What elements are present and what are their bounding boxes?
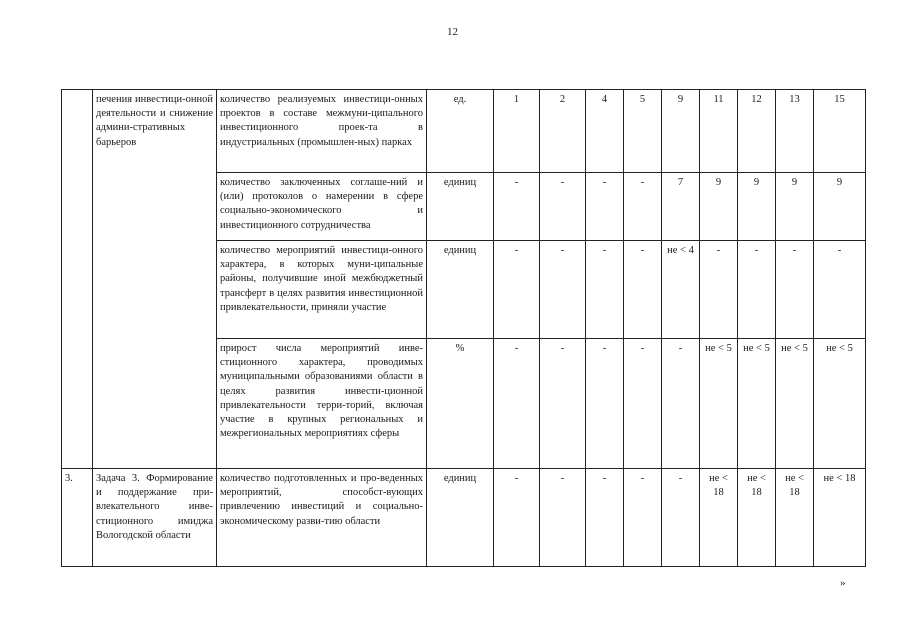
value-cell: не < 5: [700, 339, 738, 469]
indicator-cell: прирост числа мероприятий инве-стиционного характера, проводимых муниципальными образованиями области в целях развития инвести-ционной привлекательности терри-торий, включая участие в крупных региональных и межрегиональных мероприятиях сферы: [217, 339, 427, 469]
task-cell: Задача 3. Формирование и поддержание при-влекательного инве-стиционного имиджа Вологодской области: [93, 469, 217, 567]
value-cell: -: [624, 469, 662, 567]
value-cell: -: [662, 469, 700, 567]
indicator-cell: количество мероприятий инвестици-онного характера, в которых муни-ципальные районы, получившие иной межбюджетный трансферт в целях развития инвестиционной привлекательности, приняли участие: [217, 241, 427, 339]
value-cell: -: [814, 241, 866, 339]
unit-cell: %: [427, 339, 494, 469]
value-cell: не < 18: [700, 469, 738, 567]
value-cell: 7: [662, 173, 700, 241]
value-cell: 11: [700, 90, 738, 173]
value-cell: -: [624, 241, 662, 339]
value-cell: 9: [700, 173, 738, 241]
value-cell: 4: [586, 90, 624, 173]
value-cell: -: [540, 469, 586, 567]
value-cell: -: [738, 241, 776, 339]
indicator-cell: количество реализуемых инвестици-онных проектов в составе межмуни-ципального инвестиционного проек-та в индустриальных (промышлен-ных) парках: [217, 90, 427, 173]
value-cell: -: [494, 339, 540, 469]
value-cell: -: [586, 339, 624, 469]
value-cell: -: [662, 339, 700, 469]
value-cell: не < 18: [776, 469, 814, 567]
value-cell: не < 5: [814, 339, 866, 469]
value-cell: -: [494, 469, 540, 567]
value-cell: 9: [738, 173, 776, 241]
value-cell: -: [700, 241, 738, 339]
value-cell: -: [586, 173, 624, 241]
value-cell: -: [540, 339, 586, 469]
value-cell: 9: [662, 90, 700, 173]
value-cell: 2: [540, 90, 586, 173]
row-number: [62, 90, 93, 469]
value-cell: 1: [494, 90, 540, 173]
value-cell: не < 5: [738, 339, 776, 469]
value-cell: -: [624, 173, 662, 241]
value-cell: 13: [776, 90, 814, 173]
value-cell: не < 4: [662, 241, 700, 339]
unit-cell: единиц: [427, 241, 494, 339]
unit-cell: единиц: [427, 173, 494, 241]
indicator-cell: количество подготовленных и про-веденных мероприятий, способст-вующих привлечению инвестиций и социально-экономическому разви-тию области: [217, 469, 427, 567]
unit-cell: единиц: [427, 469, 494, 567]
value-cell: -: [776, 241, 814, 339]
value-cell: не < 18: [814, 469, 866, 567]
row-number: 3.: [62, 469, 93, 567]
value-cell: -: [540, 241, 586, 339]
task-cell: печения инвестици-онной деятельности и снижение админи-стративных барьеров: [93, 90, 217, 469]
value-cell: не < 5: [776, 339, 814, 469]
value-cell: 9: [776, 173, 814, 241]
value-cell: -: [540, 173, 586, 241]
page-number: 12: [447, 26, 458, 38]
indicator-cell: количество заключенных соглаше-ний и (или) протоколов о намерении в сфере социально-экономического и инвестиционного сотрудничества: [217, 173, 427, 241]
closing-quote-mark: »: [840, 577, 846, 589]
value-cell: -: [494, 173, 540, 241]
value-cell: -: [586, 241, 624, 339]
value-cell: не < 18: [738, 469, 776, 567]
value-cell: -: [494, 241, 540, 339]
value-cell: 15: [814, 90, 866, 173]
table-row: [62, 469, 866, 567]
value-cell: 12: [738, 90, 776, 173]
value-cell: -: [624, 339, 662, 469]
value-cell: 5: [624, 90, 662, 173]
table-row: [62, 90, 866, 173]
indicators-table: [61, 89, 866, 567]
unit-cell: ед.: [427, 90, 494, 173]
value-cell: 9: [814, 173, 866, 241]
value-cell: -: [586, 469, 624, 567]
